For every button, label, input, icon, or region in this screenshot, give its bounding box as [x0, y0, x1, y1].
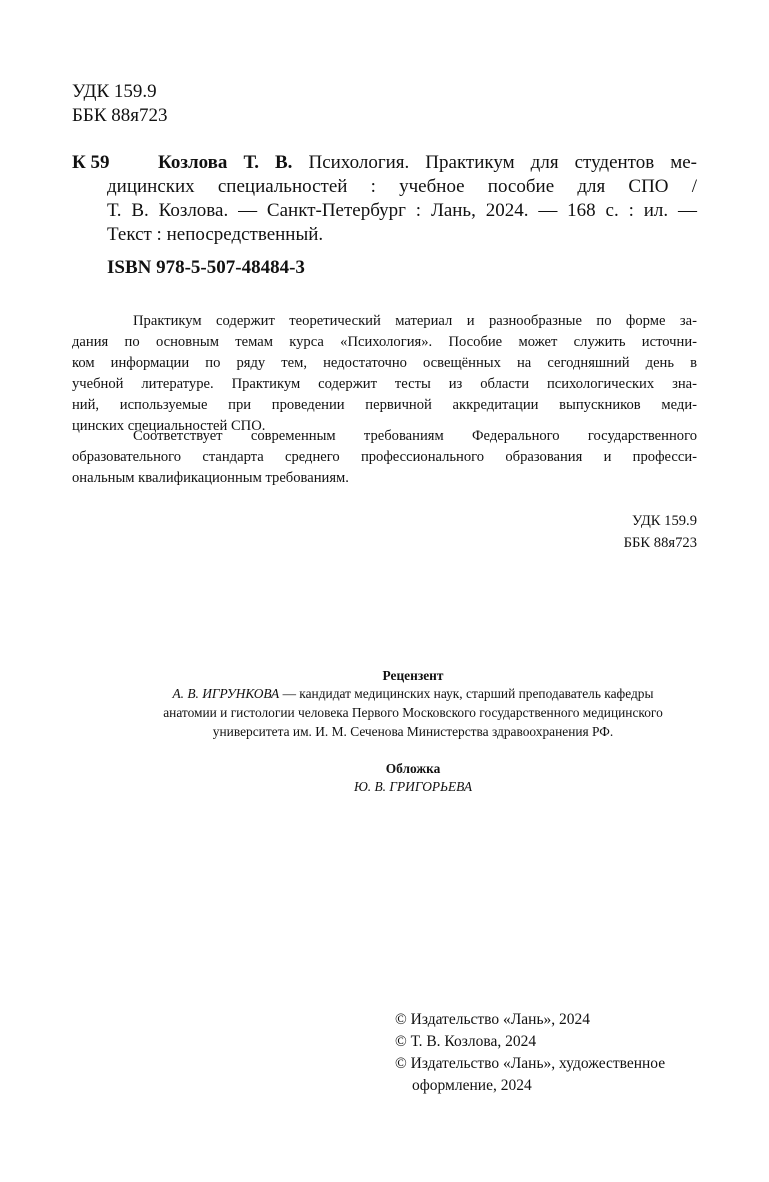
author-name: Козлова Т. В. — [158, 152, 293, 173]
isbn: ISBN 978-5-507-48484-3 — [107, 257, 305, 278]
abstract-line: образовательного стандарта среднего профессионального образования и професси- — [72, 449, 697, 465]
reviewer-line-1 — [0, 687, 769, 700]
reviewer-line-3: университета им. И. М. Сеченова Министерства здравоохранения РФ. — [212, 724, 614, 739]
abstract-line: цинских специальностей СПО. — [72, 418, 266, 434]
reviewer-line-2: анатомии и гистологии человека Первого Московского государственного медицинского — [163, 705, 663, 720]
bbk-code: ББК 88я723 — [72, 105, 168, 126]
copyright-line: © Издательство «Лань», 2024 — [395, 1011, 591, 1028]
catalog-line-2: дицинских специальностей : учебное пособие для СПО / — [107, 176, 697, 197]
copyright-line: © Т. В. Козлова, 2024 — [395, 1033, 537, 1050]
abstract-line: Соответствует современным требованиям Федерального государственного — [133, 428, 697, 444]
catalog-line-3: Т. В. Козлова. — Санкт-Петербург : Лань, 2024. — 168 с. : ил. — — [107, 200, 697, 221]
cover-heading: Обложка — [385, 761, 441, 776]
abstract-line: учебной литературе. Практикум содержит тесты из области психологических зна- — [72, 376, 697, 392]
copyright-line: © Издательство «Лань», художественное — [395, 1055, 666, 1072]
author-mark: К 59 — [72, 152, 110, 173]
abstract-line: ональным квалификационным требованиям. — [72, 470, 349, 486]
reviewer-name: А. В. ИГРУНКОВА — [172, 686, 280, 701]
cover-designer: Ю. В. ГРИГОРЬЕВА — [353, 779, 473, 794]
abstract-line: ний, используемые при проведении первичной аккредитации выпускников меди- — [72, 397, 697, 413]
catalog-line-1 — [158, 153, 697, 172]
udk-code: УДК 159.9 — [72, 81, 157, 102]
abstract-udk: УДК 159.9 — [631, 513, 697, 529]
reviewer-text: — кандидат медицинских наук, старший преподаватель кафедры — [279, 686, 654, 701]
catalog-text: Психология. Практикум для студентов ме- — [308, 152, 698, 173]
copyright-line: оформление, 2024 — [412, 1077, 532, 1094]
abstract-line: дания по основным темам курса «Психология». Пособие может служить источни- — [72, 334, 697, 350]
abstract-line: Практикум содержит теоретический материал и разнообразные по форме за- — [133, 313, 697, 329]
abstract-bbk: ББК 88я723 — [623, 535, 697, 551]
reviewer-heading: Рецензент — [382, 668, 444, 683]
abstract-line: ком информации по ряду тем, недостаточно освещённых на сегодняшний день в — [72, 355, 697, 371]
catalog-line-4: Текст : непосредственный. — [107, 224, 324, 245]
